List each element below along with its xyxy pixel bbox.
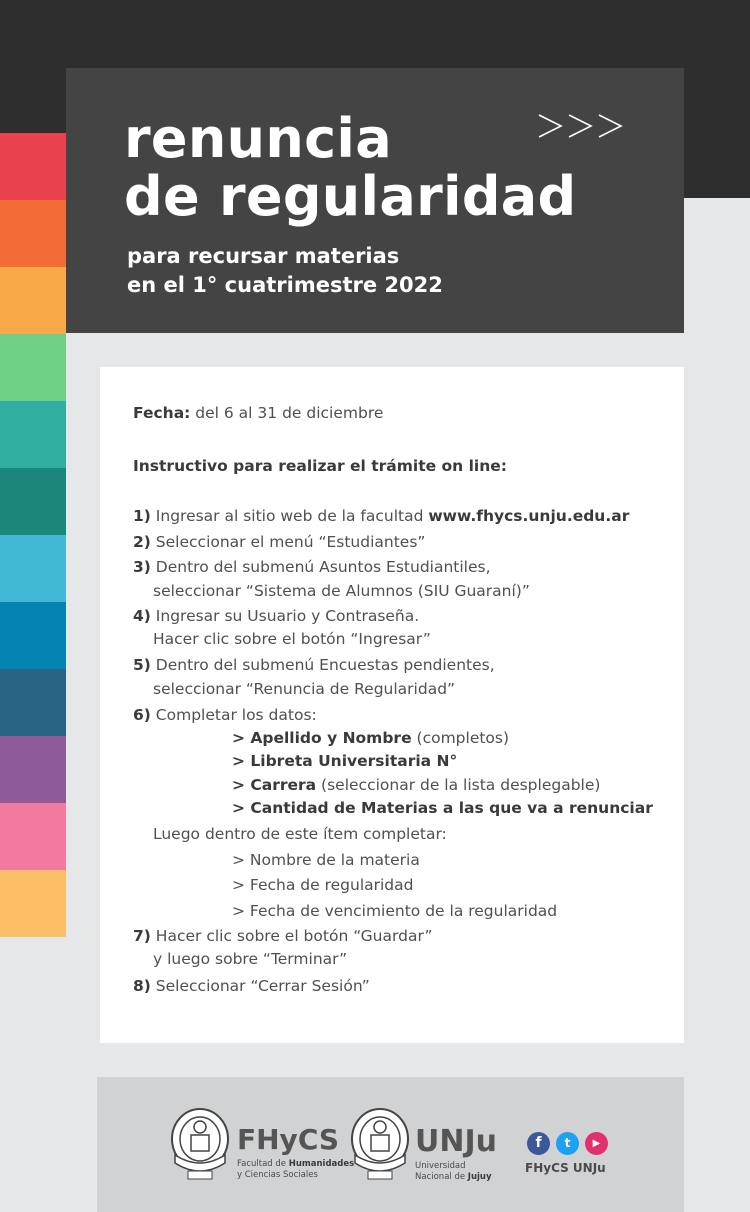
data-item-apellido: [232, 729, 509, 747]
chevrons-icon: [534, 110, 630, 142]
data-item-label: > Libreta Universitaria N°: [232, 752, 458, 770]
step-8: [133, 977, 370, 995]
step-text: Ingresar su Usuario y Contraseña.: [150, 607, 420, 625]
data-item-carrera: [232, 776, 600, 794]
fhycs-sub-1a: Facultad de: [237, 1159, 289, 1169]
step-2: [133, 533, 425, 551]
fecha-value: del 6 al 31 de diciembre: [190, 404, 384, 422]
data-item-note: (seleccionar de la lista desplegable): [316, 776, 601, 794]
stripe: [0, 669, 66, 736]
step-num: 7): [133, 927, 151, 945]
step-num: 5): [133, 656, 151, 674]
youtube-icon[interactable]: ▶: [585, 1132, 608, 1155]
fhycs-sub-1b: Humanidades: [288, 1159, 355, 1169]
instructivo-text: Instructivo para realizar el trámite on line:: [133, 457, 507, 475]
unju-sub-line-1: Universidad: [415, 1161, 466, 1171]
stripe: [0, 334, 66, 401]
title-line-1: renuncia: [124, 107, 392, 170]
data-item-label: > Carrera: [232, 776, 317, 794]
fecha-row: [133, 404, 383, 422]
unju-subtitle: [415, 1161, 492, 1183]
stripe: [0, 401, 66, 468]
fecha-label: Fecha:: [133, 404, 191, 422]
step-text: Seleccionar “Cerrar Sesión”: [150, 977, 370, 995]
fhycs-name: FHyCS: [237, 1123, 340, 1156]
data-item-note: (completos): [411, 729, 510, 747]
step-3-cont: seleccionar “Sistema de Alumnos (SIU Guaraní)”: [153, 582, 530, 600]
step-7-cont: y luego sobre “Terminar”: [153, 950, 348, 968]
step-4-cont: Hacer clic sobre el botón “Ingresar”: [153, 630, 431, 648]
sub-item-fecha-regularidad: > Fecha de regularidad: [232, 876, 414, 894]
step-5-cont: seleccionar “Renuncia de Regularidad”: [153, 680, 456, 698]
stripe: [0, 267, 66, 334]
step-num: 4): [133, 607, 151, 625]
stripe: [0, 803, 66, 870]
stripe: [0, 602, 66, 669]
sub-item-fecha-vencimiento: > Fecha de vencimiento de la regularidad: [232, 902, 558, 920]
instructions-card: [100, 367, 684, 1043]
title-line-2: de regularidad: [124, 165, 577, 228]
page-subtitle: [127, 242, 443, 300]
subtitle-line-2: en el 1° cuatrimestre 2022: [127, 273, 443, 297]
unju-sub-2b: Jujuy: [467, 1172, 492, 1182]
unju-seal-icon: [349, 1105, 411, 1183]
stripe: [0, 736, 66, 803]
header-panel: [66, 68, 684, 333]
luego-line: Luego dentro de este ítem completar:: [153, 825, 447, 843]
fhycs-seal-icon: [169, 1105, 231, 1183]
twitter-icon[interactable]: t: [556, 1132, 579, 1155]
stripe: [0, 200, 66, 267]
step-3: [133, 558, 491, 576]
side-dark-block: [0, 68, 66, 133]
data-item-label: > Apellido y Nombre: [232, 729, 412, 747]
step-num: 3): [133, 558, 151, 576]
step-num: 1): [133, 507, 151, 525]
step-text: Completar los datos:: [150, 706, 317, 724]
step-5: [133, 656, 495, 674]
fhycs-sub-line-2: y Ciencias Sociales: [237, 1170, 318, 1180]
data-item-label: > Cantidad de Materias a las que va a renunciar: [232, 799, 653, 817]
step-text: Dentro del submenú Encuestas pendientes,: [150, 656, 495, 674]
stripe: [0, 468, 66, 535]
page-title: [124, 107, 577, 228]
fhycs-subtitle: [237, 1159, 354, 1181]
unju-name: UNJu: [415, 1124, 497, 1159]
stripe: [0, 133, 66, 200]
data-item-cantidad: [232, 799, 653, 817]
step-6: [133, 706, 317, 724]
facebook-icon[interactable]: f: [527, 1132, 550, 1155]
step-num: 6): [133, 706, 151, 724]
step-text: Hacer clic sobre el botón “Guardar”: [150, 927, 433, 945]
step-text: Dentro del submenú Asuntos Estudiantiles,: [150, 558, 491, 576]
step-text: Seleccionar el menú “Estudiantes”: [150, 533, 426, 551]
step-7: [133, 927, 433, 945]
step-4: [133, 607, 419, 625]
step-num: 8): [133, 977, 151, 995]
unju-sub-2a: Nacional de: [415, 1172, 468, 1182]
step-text: Ingresar al sitio web de la facultad: [150, 507, 429, 525]
data-item-libreta: [232, 752, 457, 770]
footer-bar: [97, 1077, 684, 1212]
step-1: [133, 507, 629, 525]
social-handle: FHyCS UNJu: [525, 1161, 606, 1175]
instructivo-heading: [133, 457, 507, 475]
unju-sub-line-2: [415, 1172, 492, 1183]
step-num: 2): [133, 533, 151, 551]
subtitle-line-1: para recursar materias: [127, 244, 400, 268]
stripe: [0, 535, 66, 602]
faculty-url-link[interactable]: www.fhycs.unju.edu.ar: [428, 507, 630, 525]
fhycs-sub-line-1: [237, 1159, 354, 1170]
sub-item-nombre: > Nombre de la materia: [232, 851, 420, 869]
stripe: [0, 870, 66, 937]
